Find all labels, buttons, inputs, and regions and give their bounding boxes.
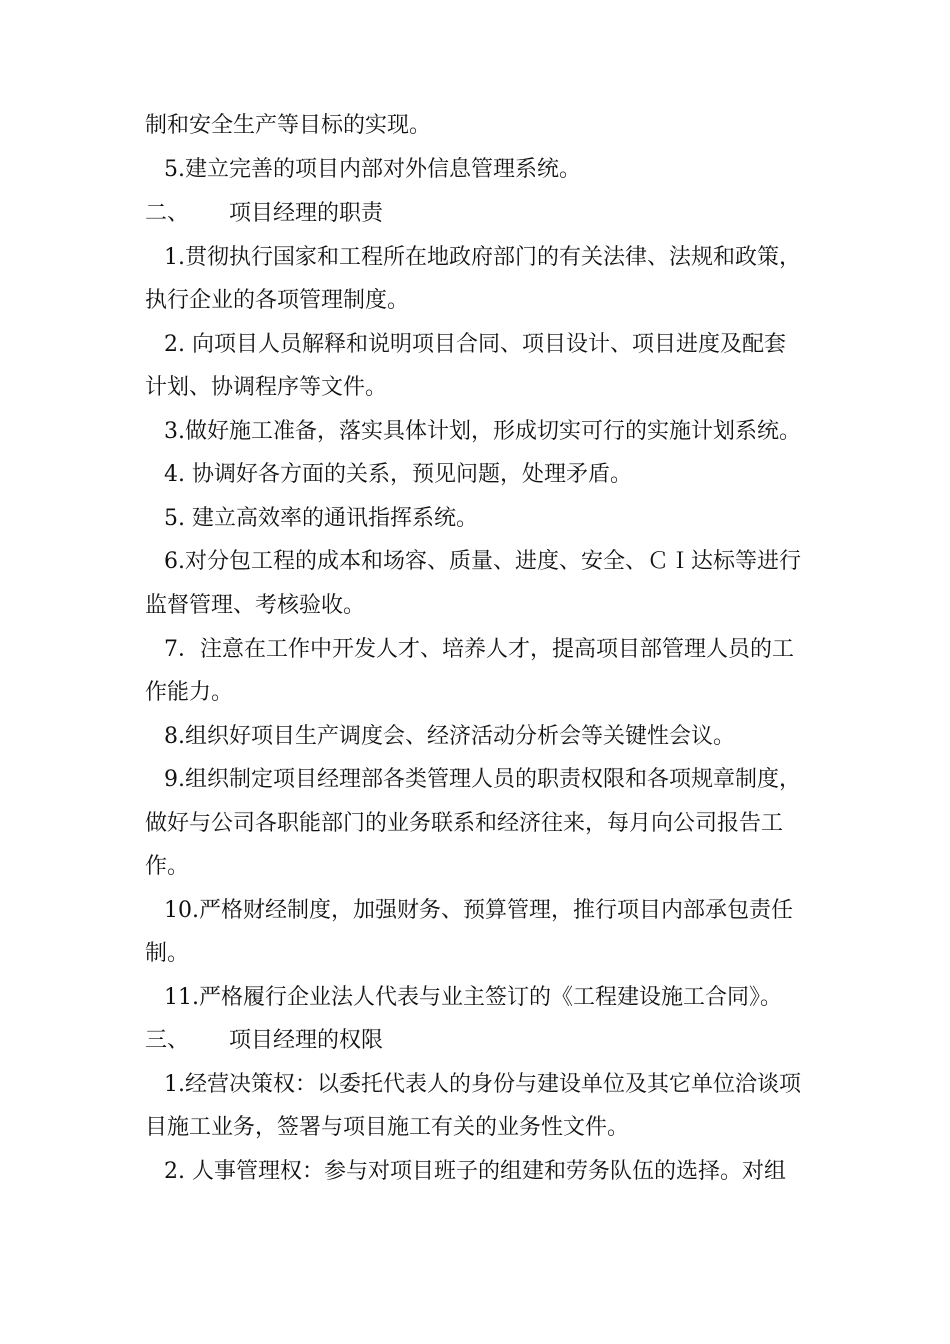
section-heading (145, 199, 383, 229)
text-line: 7．注意在工作中开发人才、培养人才，提高项目部管理人员的工 (164, 637, 794, 662)
section-heading (145, 1026, 383, 1056)
text-line: 5.建立完善的项目内部对外信息管理系统。 (164, 157, 581, 182)
text-line: 6.对分包工程的成本和场容、质量、进度、安全、ＣＩ达标等进行 (164, 549, 801, 574)
text-line: 1.贯彻执行国家和工程所在地政府部门的有关法律、法规和政策， (164, 245, 801, 270)
text-line: 监督管理、考核验收。 (145, 593, 366, 618)
text-line: 计划、协调程序等文件。 (145, 375, 388, 400)
text-line: 执行企业的各项管理制度。 (145, 288, 410, 313)
text-line: 5. 建立高效率的通讯指挥系统。 (164, 506, 478, 531)
text-line: 作能力。 (145, 680, 234, 705)
text-line: 目施工业务，签署与项目施工有关的业务性文件。 (145, 1115, 630, 1140)
text-line: 做好与公司各职能部门的业务联系和经济往来，每月向公司报告工 (145, 811, 784, 836)
section-number: 二、 (145, 201, 190, 226)
text-line: 11.严格履行企业法人代表与业主签订的《工程建设施工合同》。 (164, 985, 782, 1010)
section-title: 项目经理的职责 (229, 201, 384, 226)
text-line: 4. 协调好各方面的关系，预见问题，处理矛盾。 (164, 462, 632, 487)
section-title: 项目经理的权限 (229, 1028, 384, 1053)
text-line: 3.做好施工准备，落实具体计划，形成切实可行的实施计划系统。 (164, 419, 801, 444)
text-line: 制。 (145, 941, 190, 966)
text-line: 作。 (145, 854, 190, 879)
text-line: 9.组织制定项目经理部各类管理人员的职责权限和各项规章制度， (164, 767, 801, 792)
section-number: 三、 (145, 1028, 190, 1053)
text-line: 2. 人事管理权：参与对项目班子的组建和劳务队伍的选择。对组 (164, 1159, 786, 1184)
text-line: 1.经营决策权：以委托代表人的身份与建设单位及其它单位洽谈项 (164, 1072, 801, 1097)
text-line: 2. 向项目人员解释和说明项目合同、项目设计、项目进度及配套 (164, 332, 786, 357)
text-line: 制和安全生产等目标的实现。 (145, 113, 432, 138)
text-line: 10.严格财经制度，加强财务、预算管理，推行项目内部承包责任 (164, 898, 793, 923)
text-line: 8.组织好项目生产调度会、经济活动分析会等关键性会议。 (164, 724, 735, 749)
